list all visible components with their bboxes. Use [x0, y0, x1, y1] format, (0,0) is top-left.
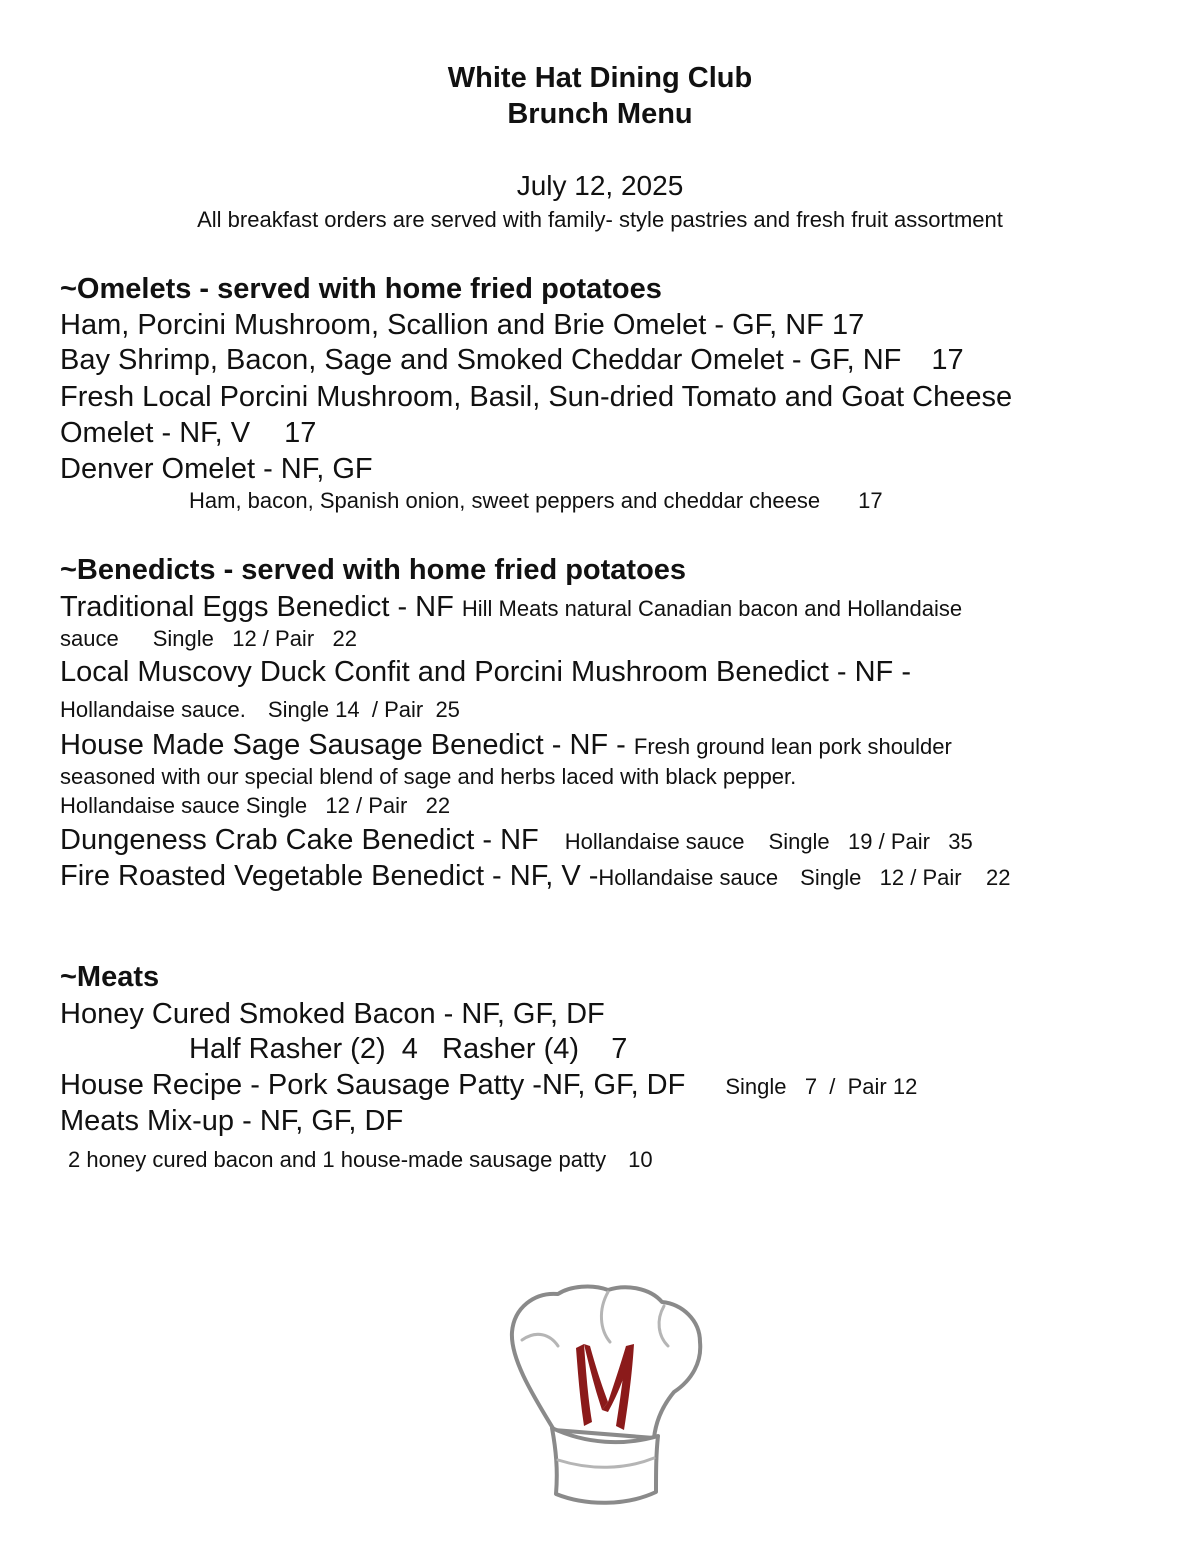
menu-title-line2: Brunch Menu [507, 98, 693, 130]
benedict-item-2-sauce: Hollandaise sauce. [60, 697, 246, 722]
omelet-item-3-price: 17 [284, 417, 317, 449]
benedicts-heading: ~Benedicts - served with home fried potatoes [60, 554, 687, 586]
benedict-item-4-name: Dungeness Crab Cake Benedict - NF [60, 824, 539, 856]
benedict-item-2-name: Local Muscovy Duck Confit and Porcini Mushroom Benedict - NF - [60, 656, 911, 688]
benedict-item-3-line3: Hollandaise sauce Single 12 / Pair 22 [60, 793, 451, 818]
omelet-item-1: Ham, Porcini Mushroom, Scallion and Brie Omelet - GF, NF 17 [60, 309, 865, 341]
benedict-item-4-desc: Hollandaise sauce [564, 829, 745, 854]
meat-item-2 [60, 1069, 917, 1102]
benedict-item-3 [60, 729, 952, 762]
chef-hat-icon [496, 1280, 711, 1515]
benedict-item-3-desc: Fresh ground lean pork shoulder [633, 734, 952, 759]
menu-title-line1: White Hat Dining Club [447, 62, 753, 94]
benedict-item-4-price: Single 19 / Pair 35 [768, 829, 973, 854]
benedict-item-2-line2 [60, 697, 460, 723]
meat-item-2-name: House Recipe - Pork Sausage Patty -NF, GF, DF [60, 1069, 686, 1101]
omelet-item-4-price: 17 [858, 488, 883, 513]
benedict-item-1-line2 [60, 626, 357, 652]
meat-item-1-prices: Half Rasher (2) 4 Rasher (4) 7 [189, 1033, 628, 1065]
benedict-item-1-desc: Hill Meats natural Canadian bacon and Hollandaise [461, 596, 963, 621]
menu-note: All breakfast orders are served with family- style pastries and fresh fruit assortment [197, 207, 1003, 232]
omelet-item-4-desc-text: Ham, bacon, Spanish onion, sweet peppers and cheddar cheese [189, 488, 821, 513]
benedict-item-3-name: House Made Sage Sausage Benedict - NF - [60, 729, 626, 761]
benedict-item-3-line2: seasoned with our special blend of sage and herbs laced with black pepper. [60, 764, 797, 789]
benedict-item-1-name: Traditional Eggs Benedict - NF [60, 591, 454, 623]
omelet-item-3-line2 [60, 417, 316, 450]
meats-heading: ~Meats [60, 961, 160, 993]
meat-item-3-name: Meats Mix-up - NF, GF, DF [60, 1105, 404, 1137]
meat-item-3-desc-text: 2 honey cured bacon and 1 house-made sausage patty [68, 1147, 607, 1172]
omelet-item-4-name: Denver Omelet - NF, GF [60, 453, 373, 485]
omelet-item-2-price: 17 [931, 344, 964, 376]
omelets-heading: ~Omelets - served with home fried potatoes [60, 273, 662, 305]
benedict-item-4 [60, 824, 973, 857]
omelet-item-3-name: Omelet - NF, V [60, 417, 251, 449]
omelet-item-2-name: Bay Shrimp, Bacon, Sage and Smoked Cheddar Omelet - GF, NF [60, 344, 902, 376]
meat-item-2-price: Single 7 / Pair 12 [725, 1074, 918, 1099]
meat-item-3-desc [68, 1147, 653, 1173]
benedict-item-5 [60, 860, 1011, 893]
omelet-item-4-desc [189, 488, 883, 514]
benedict-item-1 [60, 591, 962, 624]
benedict-item-2-price: Single 14 / Pair 25 [267, 697, 460, 722]
meat-item-1-name: Honey Cured Smoked Bacon - NF, GF, DF [60, 998, 605, 1030]
benedict-item-5-price: Single 12 / Pair 22 [800, 865, 1011, 890]
benedict-item-1-sauce: sauce [60, 626, 119, 651]
omelet-item-2 [60, 344, 964, 377]
menu-date: July 12, 2025 [516, 170, 684, 201]
benedict-item-5-desc: Hollandaise sauce [598, 865, 779, 890]
benedict-item-5-name: Fire Roasted Vegetable Benedict - NF, V - [60, 860, 599, 892]
benedict-item-1-price: Single 12 / Pair 22 [152, 626, 357, 651]
meat-item-3-price: 10 [628, 1147, 653, 1172]
omelet-item-3-line1: Fresh Local Porcini Mushroom, Basil, Sun-dried Tomato and Goat Cheese [60, 381, 1013, 413]
